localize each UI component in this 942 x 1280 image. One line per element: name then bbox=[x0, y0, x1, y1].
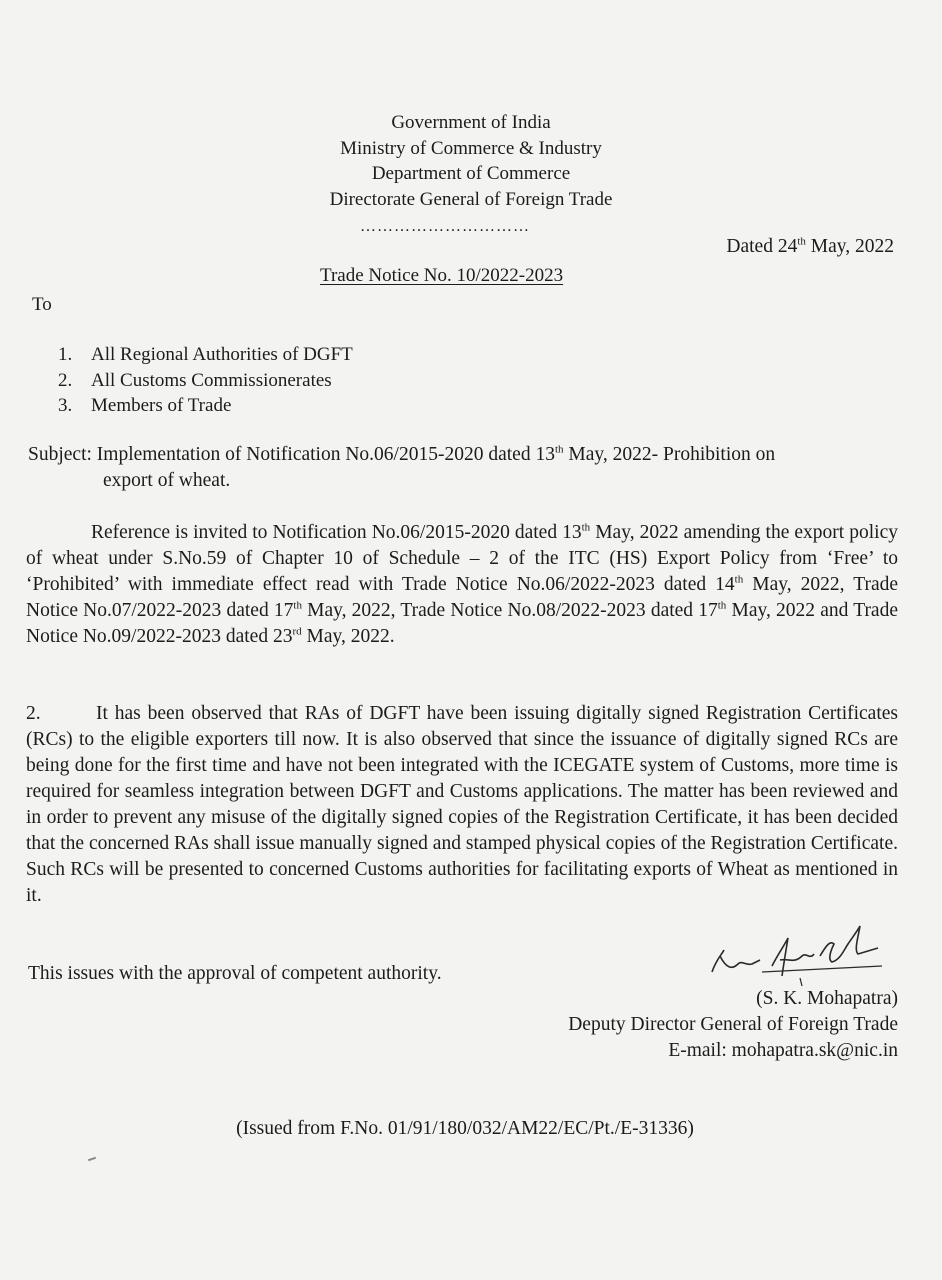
recipient-item bbox=[58, 368, 353, 394]
letterhead-department: Department of Commerce bbox=[371, 163, 571, 184]
subject-line bbox=[28, 442, 898, 494]
para1-ordinal-e: rd bbox=[292, 625, 302, 638]
letterhead-ministry: Ministry of Commerce & Industry bbox=[340, 137, 602, 159]
letterhead-government: Government of India bbox=[391, 112, 551, 133]
para1-text-c: May, 2022, Trade Notice No.07/2022-2023 dated 17 bbox=[26, 574, 899, 621]
para1-text-f: May, 2022. bbox=[301, 626, 395, 647]
recipient-number: 3. bbox=[58, 395, 73, 416]
subject-continuation: export of wheat. bbox=[103, 470, 231, 491]
para1-ordinal-d: th bbox=[717, 599, 727, 612]
recipient-label: Members of Trade bbox=[91, 395, 232, 416]
notice-date bbox=[726, 236, 894, 258]
trade-notice-number: Trade Notice No. 10/2022-2023 bbox=[320, 265, 564, 286]
recipient-label: All Regional Authorities of DGFT bbox=[91, 344, 353, 365]
para1-ordinal-c: th bbox=[293, 599, 302, 612]
date-prefix: Dated 24 bbox=[726, 236, 798, 257]
signatory-email: E-mail: mohapatra.sk@nic.in bbox=[668, 1040, 898, 1061]
letterhead-separator: ………………………… bbox=[360, 218, 530, 235]
para1-ordinal-b: th bbox=[734, 573, 744, 586]
subject-text: Subject: Implementation of Notification No.06/2015-2020 dated 13 bbox=[28, 444, 555, 465]
recipient-item bbox=[58, 393, 353, 419]
subject-ordinal: th bbox=[554, 443, 564, 456]
para1-text-b: May, 2022 amending the export policy of wheat under S.No.59 of Chapter 10 of Schedule – 2 of the ITC (HS) Export Policy from ‘Free’ to ‘Prohibited’ with immediate effect read with Trade Notice No.06/2022-2023 dated 14 bbox=[26, 522, 898, 595]
stray-mark bbox=[88, 1157, 96, 1162]
para1-text-e: May, 2022 and Trade Notice No.09/2022-2023 dated 23 bbox=[26, 600, 898, 647]
paragraph-observation bbox=[26, 701, 898, 909]
paragraph-reference bbox=[26, 520, 898, 650]
recipient-label: All Customs Commissionerates bbox=[91, 369, 332, 391]
date-suffix: May, 2022 bbox=[805, 236, 894, 257]
para1-text-d: May, 2022, Trade Notice No.08/2022-2023 dated 17 bbox=[301, 600, 718, 621]
signatory-name: (S. K. Mohapatra) bbox=[756, 988, 898, 1009]
date-ordinal: th bbox=[797, 235, 806, 248]
para1-text-a: Reference is invited to Notification No.06/2015-2020 dated 13 bbox=[91, 522, 582, 543]
letterhead-directorate: Directorate General of Foreign Trade bbox=[329, 188, 613, 210]
file-reference-text: (Issued from F.No. 01/91/180/032/AM22/EC/Pt./E-31336) bbox=[236, 1118, 694, 1139]
to-label: To bbox=[32, 294, 52, 315]
recipient-number: 2. bbox=[58, 369, 73, 391]
subject-text-cont: May, 2022- Prohibition on bbox=[563, 444, 776, 465]
signatory-designation: Deputy Director General of Foreign Trade bbox=[568, 1014, 898, 1035]
letterhead bbox=[0, 110, 942, 212]
para1-ordinal-a: th bbox=[581, 521, 591, 534]
handwritten-signature bbox=[702, 920, 892, 990]
file-reference bbox=[0, 1118, 942, 1140]
approval-statement: This issues with the approval of competent authority. bbox=[28, 963, 442, 984]
recipient-list bbox=[58, 342, 353, 419]
para2-text: It has been observed that RAs of DGFT have been issuing digitally signed Registration Certificates (RCs) to the eligible exporters till now. It is also observed that since the issuance of digitally signed RCs are being done for the first time and have not been integrated with the ICEGATE system of Customs, more time is required for seamless integration between DGFT and Customs applications. The matter has been reviewed and in order to prevent any misuse of the digitally signed copies of the Registration Certificate, it has been decided that the concerned RAs shall issue manually signed and stamped physical copies of the Registration Certificate. Such RCs will be presented to concerned Customs authorities for facilitating exports of Wheat as mentioned in it. bbox=[26, 703, 898, 906]
signatory-block bbox=[568, 986, 898, 1064]
recipient-number: 1. bbox=[58, 344, 73, 365]
recipient-item bbox=[58, 342, 353, 368]
paragraph-number: 2. bbox=[26, 703, 41, 724]
